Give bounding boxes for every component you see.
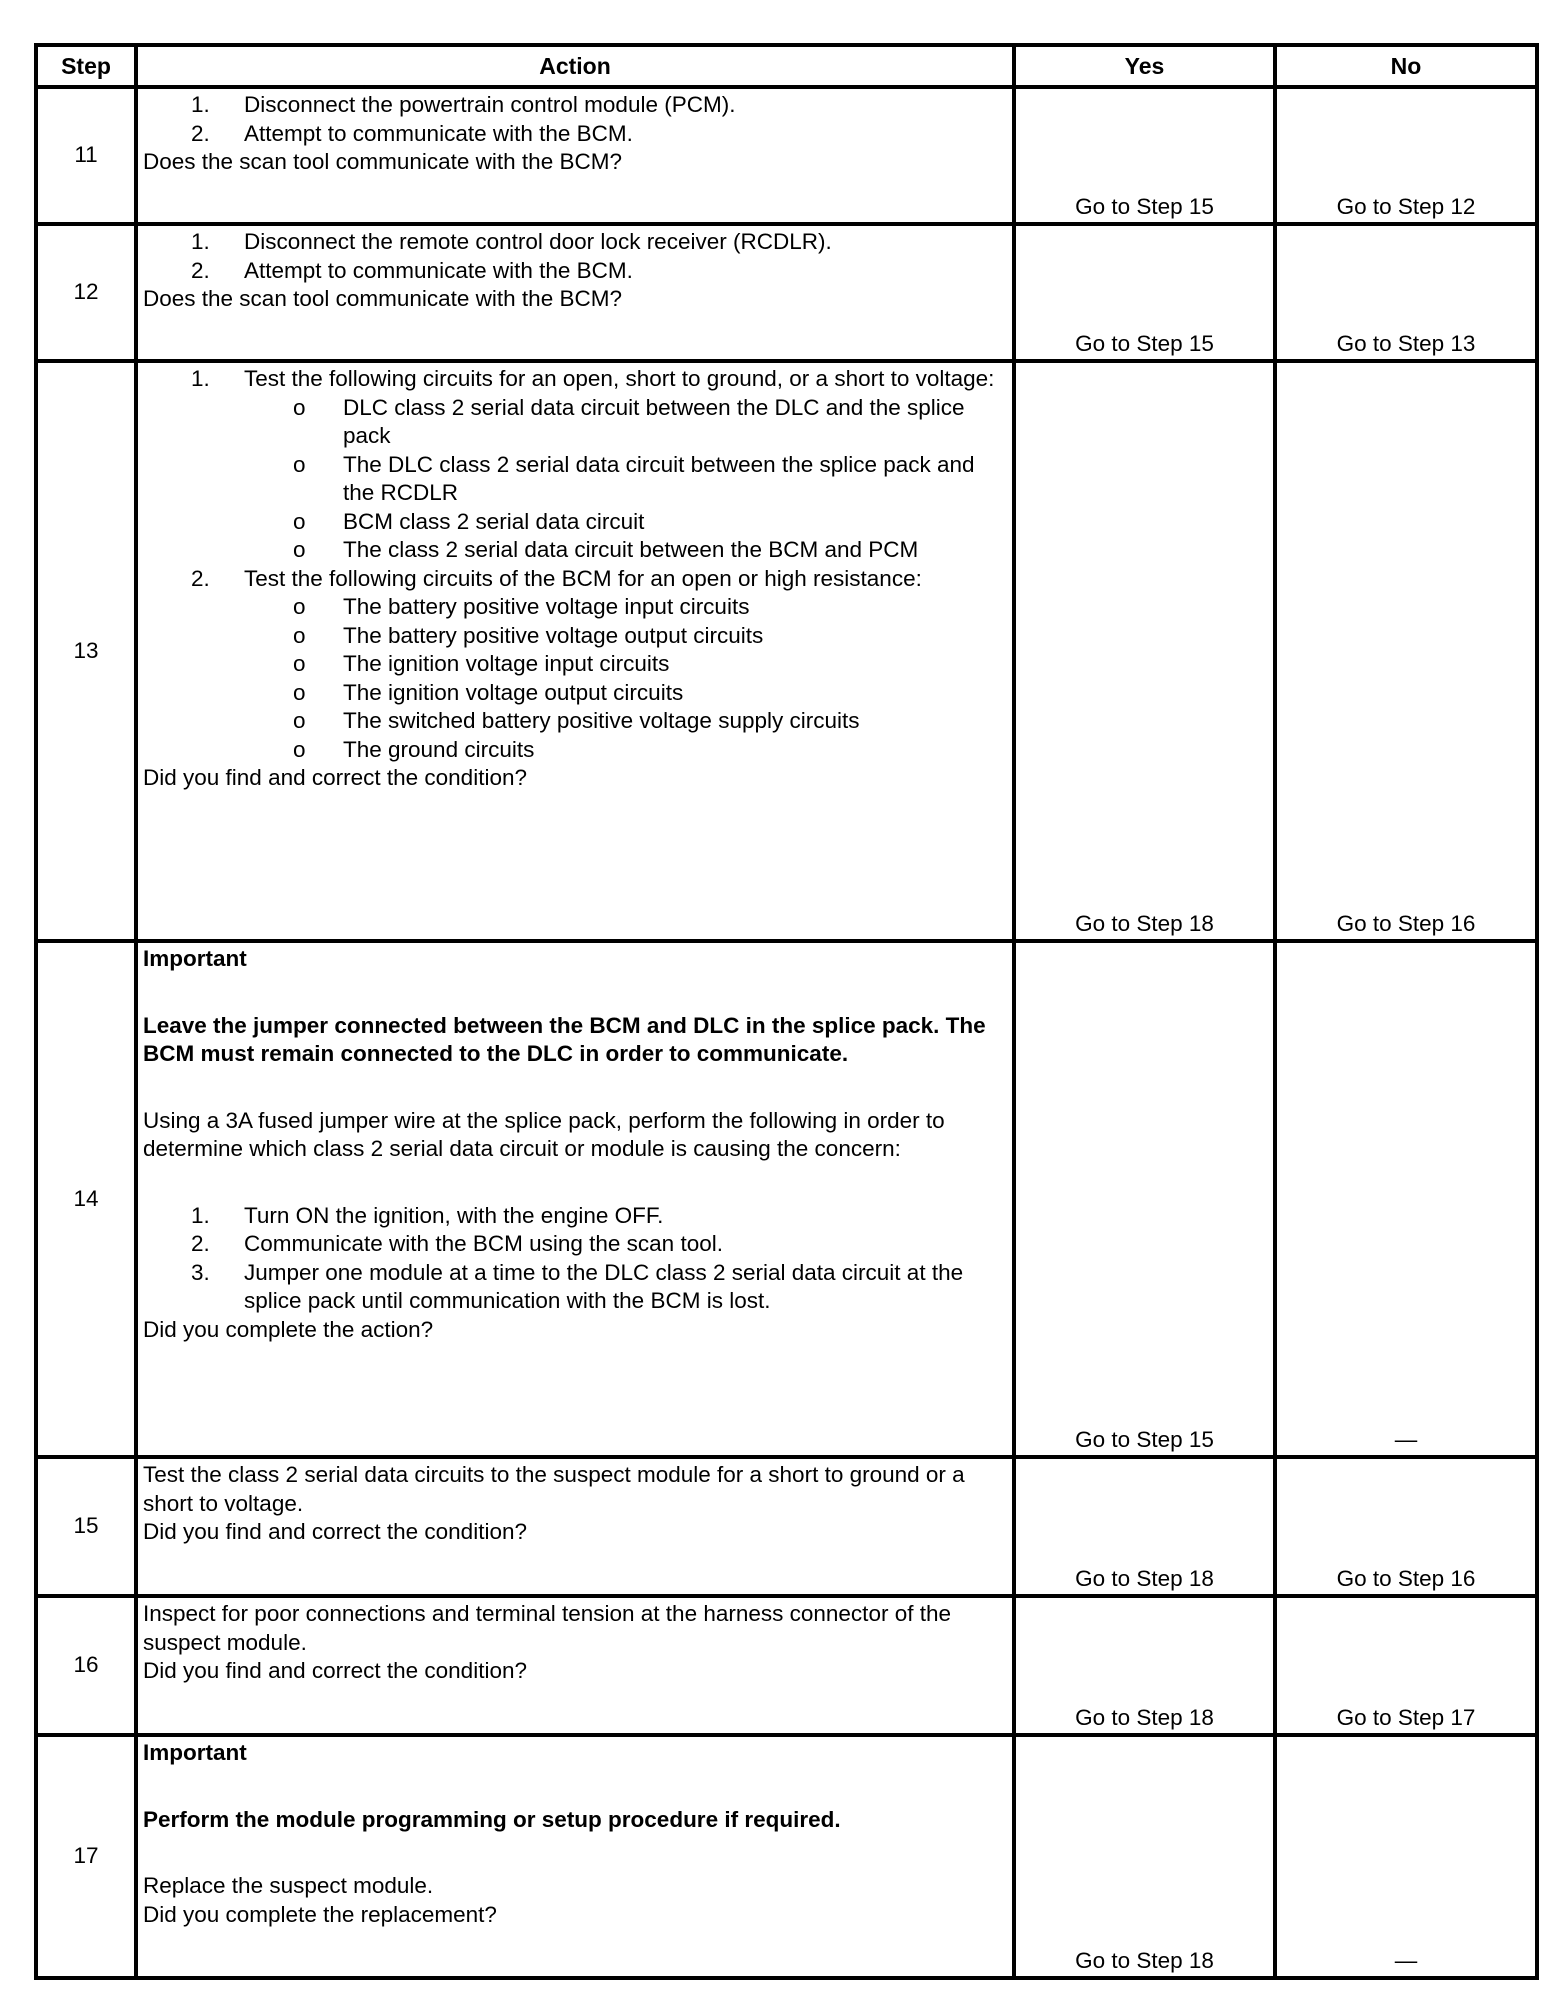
step-number: 15 — [36, 1457, 136, 1596]
no-dash: — — [1394, 1426, 1418, 1452]
no-dash: — — [1394, 1947, 1418, 1973]
sub-list-item: o The battery positive voltage input circuits — [293, 594, 750, 619]
important-label: Important — [143, 946, 247, 971]
important-note: Leave the jumper connected between the BCM and DLC in the splice pack. The BCM must remain connected to the DLC in order to communicate. — [143, 1012, 986, 1066]
list-item: 1. Test the following circuits for an open, short to ground, or a short to voltage: o DLC class 2 serial data circuit between the DLC and the splice pack o The DLC class 2 serial data circuit between the splice pack and the RCDLR o BCM class 2 serial data circuit o The class 2 serial data circuit between the BCM and PCM — [143, 365, 1006, 565]
step-question: Did you find and correct the condition? — [143, 1658, 527, 1683]
yes-link[interactable]: Go to Step 18 — [1075, 1704, 1214, 1730]
step-number: 14 — [36, 941, 136, 1457]
no-cell — [1275, 1735, 1537, 1978]
numbered-list — [143, 91, 1006, 148]
list-item: 2. Attempt to communicate with the BCM. — [191, 120, 633, 146]
no-link[interactable]: Go to Step 17 — [1336, 1704, 1476, 1730]
header-action: Action — [136, 45, 1014, 87]
step-question: Did you complete the replacement? — [143, 1901, 497, 1927]
action-cell — [136, 1596, 1014, 1735]
sub-list-item: o The ignition voltage output circuits — [293, 679, 684, 705]
step-intro: Using a 3A fused jumper wire at the splice pack, perform the following in order to determine which class 2 serial data circuit or module is causing the concern: — [143, 1107, 945, 1161]
sub-list-item: o The class 2 serial data circuit between the BCM and PCM — [293, 537, 919, 562]
step-number: 16 — [36, 1596, 136, 1735]
important-note: Perform the module programming or setup procedure if required. — [143, 1806, 841, 1832]
no-cell — [1275, 224, 1537, 361]
table-row-step-12 — [36, 224, 1537, 361]
list-item: 2. Attempt to communicate with the BCM. — [191, 257, 633, 283]
sub-list-item: o The battery positive voltage output circuits — [293, 622, 764, 648]
table-row-step-17 — [36, 1735, 1537, 1978]
yes-cell — [1014, 224, 1275, 361]
step-number: 13 — [36, 361, 136, 941]
sub-list-item: o BCM class 2 serial data circuit — [293, 508, 645, 534]
step-question: Did you complete the action? — [143, 1316, 434, 1342]
yes-link[interactable]: Go to Step 18 — [1075, 910, 1214, 936]
no-cell — [1275, 941, 1537, 1457]
no-cell — [1275, 1457, 1537, 1596]
yes-cell — [1014, 1596, 1275, 1735]
action-cell — [136, 361, 1014, 941]
step-number: 11 — [36, 87, 136, 224]
yes-link[interactable]: Go to Step 15 — [1075, 1426, 1214, 1452]
header-yes: Yes — [1014, 45, 1275, 87]
no-link[interactable]: Go to Step 13 — [1336, 330, 1476, 356]
step-text: Replace the suspect module. — [143, 1873, 434, 1898]
action-cell — [136, 1457, 1014, 1596]
list-item: 1. Disconnect the powertrain control module (PCM). — [191, 92, 736, 117]
step-number: 12 — [36, 224, 136, 361]
yes-link[interactable]: Go to Step 15 — [1075, 330, 1214, 356]
step-number: 17 — [36, 1735, 136, 1978]
yes-cell — [1014, 361, 1275, 941]
yes-cell — [1014, 1457, 1275, 1596]
action-cell — [136, 941, 1014, 1457]
diagnostic-steps-table — [34, 43, 1539, 1980]
sub-list-item: o DLC class 2 serial data circuit between the DLC and the splice pack — [293, 394, 965, 448]
table-row-step-16 — [36, 1596, 1537, 1735]
no-link[interactable]: Go to Step 12 — [1336, 193, 1476, 219]
yes-cell — [1014, 941, 1275, 1457]
list-item: 1. Turn ON the ignition, with the engine OFF. — [191, 1202, 664, 1228]
no-cell — [1275, 361, 1537, 941]
step-question: Does the scan tool communicate with the BCM? — [143, 286, 622, 311]
step-question: Did you find and correct the condition? — [143, 765, 527, 790]
numbered-list — [143, 1202, 1006, 1316]
action-cell — [136, 87, 1014, 224]
action-cell — [136, 1735, 1014, 1978]
no-cell — [1275, 87, 1537, 224]
header-row — [36, 45, 1537, 87]
yes-cell — [1014, 1735, 1275, 1978]
action-cell — [136, 224, 1014, 361]
table-row-step-15 — [36, 1457, 1537, 1596]
list-item: 2. Communicate with the BCM using the scan tool. — [191, 1231, 723, 1256]
sub-list-item: o The ground circuits — [293, 736, 535, 762]
numbered-list — [143, 228, 1006, 285]
step-question: Does the scan tool communicate with the BCM? — [143, 149, 622, 174]
numbered-list — [143, 365, 1006, 764]
step-text: Inspect for poor connections and terminal tension at the harness connector of the suspect module. — [143, 1601, 951, 1655]
header-step: Step — [36, 45, 136, 87]
table-row-step-14 — [36, 941, 1537, 1457]
sub-list — [244, 394, 1006, 565]
list-item: 3. Jumper one module at a time to the DLC class 2 serial data circuit at the splice pack until communication with the BCM is lost. — [191, 1259, 964, 1313]
list-item: 2. Test the following circuits of the BCM for an open or high resistance: o The battery positive voltage input circuits o The battery positive voltage output circuits o The ignition voltage input circuits o The ignition voltage output circuits o The switched battery positive voltage supply circuits o The ground circuits — [143, 565, 1006, 765]
yes-link[interactable]: Go to Step 15 — [1075, 193, 1214, 219]
sub-list — [244, 593, 1006, 764]
table-row-step-11 — [36, 87, 1537, 224]
step-question: Did you find and correct the condition? — [143, 1519, 527, 1544]
yes-link[interactable]: Go to Step 18 — [1075, 1565, 1214, 1591]
list-item: 1. Disconnect the remote control door lock receiver (RCDLR). — [191, 229, 832, 254]
sub-list-item: o The switched battery positive voltage supply circuits — [293, 708, 860, 733]
sub-list-item: o The ignition voltage input circuits — [293, 651, 670, 676]
table-row-step-13 — [36, 361, 1537, 941]
important-label: Important — [143, 1740, 247, 1765]
no-link[interactable]: Go to Step 16 — [1336, 910, 1476, 936]
sub-list-item: o The DLC class 2 serial data circuit between the splice pack and the RCDLR — [293, 451, 975, 505]
no-cell — [1275, 1596, 1537, 1735]
yes-link[interactable]: Go to Step 18 — [1075, 1947, 1214, 1973]
yes-cell — [1014, 87, 1275, 224]
step-text: Test the class 2 serial data circuits to the suspect module for a short to ground or a short to voltage. — [143, 1462, 965, 1516]
no-link[interactable]: Go to Step 16 — [1336, 1565, 1476, 1591]
header-no: No — [1275, 45, 1537, 87]
